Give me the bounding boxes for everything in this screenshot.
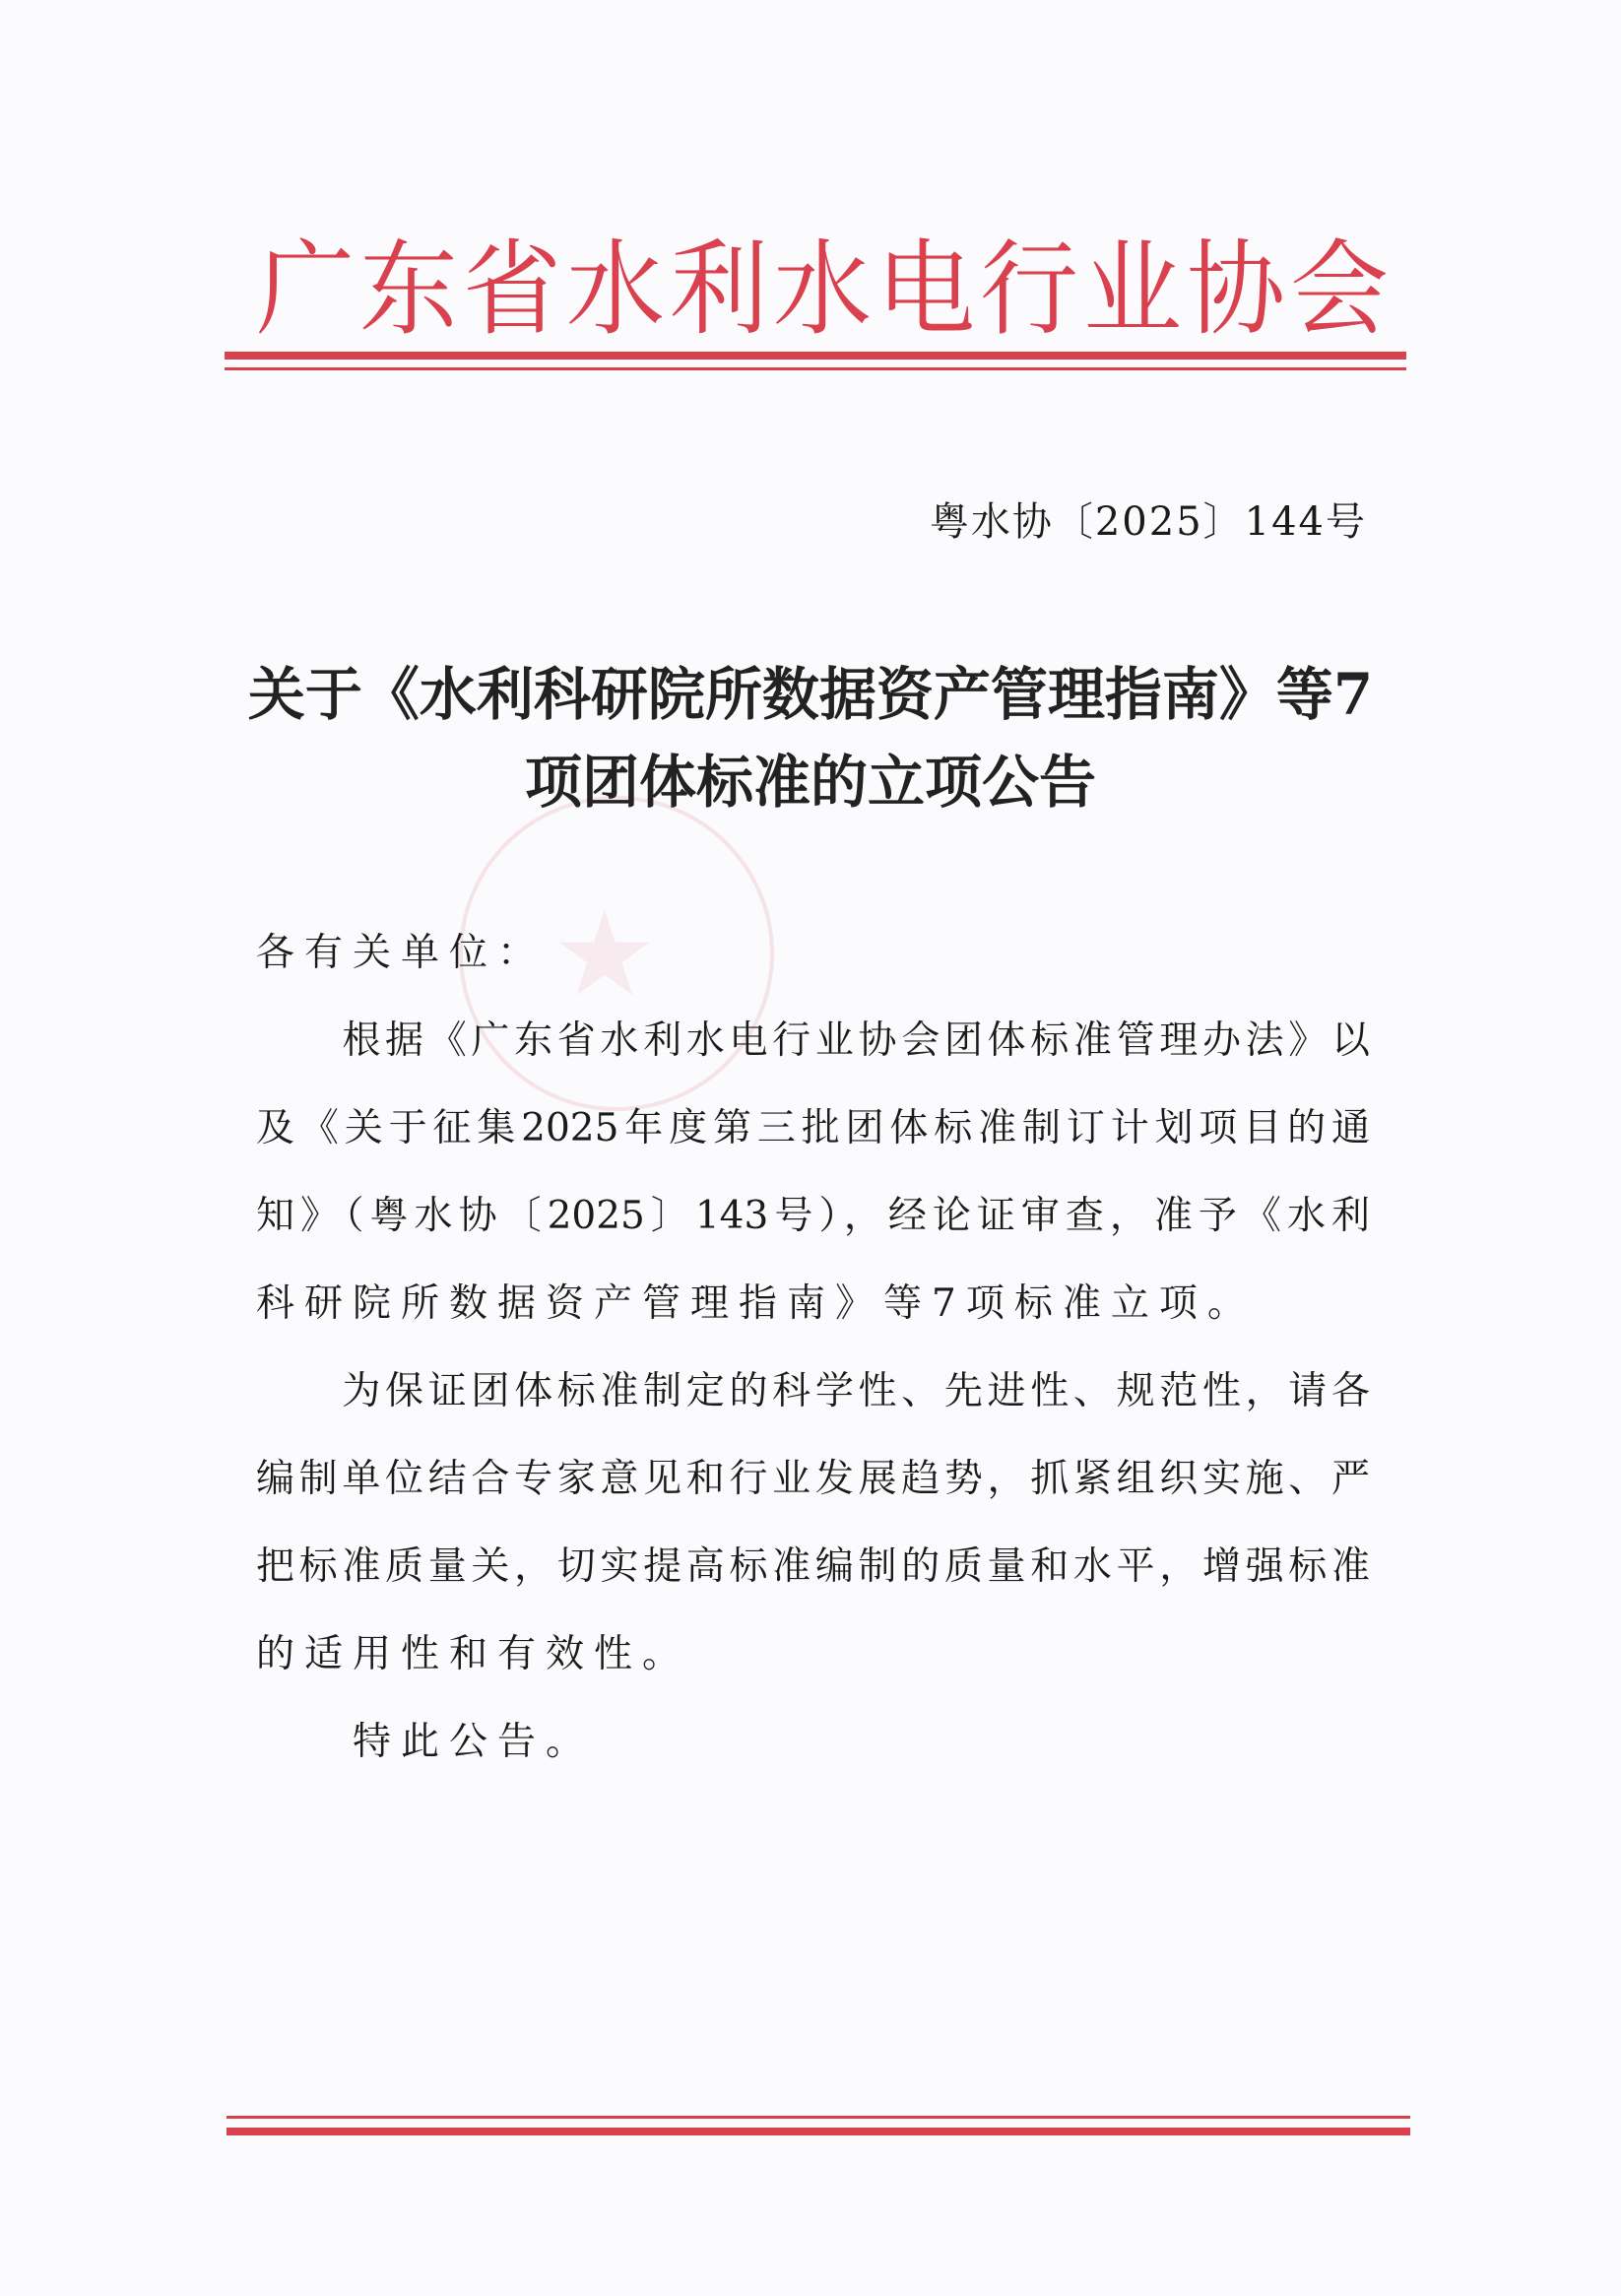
header-thick-rule — [225, 352, 1406, 360]
letterhead-char: 利 — [670, 229, 768, 351]
body-line: 编制单位结合专家意见和行业发展趋势，抓紧组织实施、严 — [256, 1457, 1370, 1501]
letterhead-char: 业 — [1083, 229, 1182, 351]
document-number: 粤水协〔2025〕144号 — [929, 499, 1367, 545]
closing-line: 特此公告。 — [256, 1720, 595, 1764]
header-thin-rule — [225, 367, 1406, 370]
footer-thin-rule — [227, 2116, 1410, 2119]
letterhead-char: 水 — [566, 229, 665, 351]
letterhead-org-name — [256, 222, 1389, 351]
letterhead-char: 东 — [359, 229, 458, 351]
document-title-line-2: 项团体标准的立项公告 — [524, 749, 1096, 816]
letterhead-char: 省 — [463, 229, 561, 351]
seal-star-icon: ★ — [551, 886, 658, 1023]
document-title-line-1: 关于《水利科研院所数据资产管理指南》等7 — [247, 661, 1374, 728]
letterhead-char: 广 — [256, 229, 355, 351]
body-line: 为保证团体标准制定的科学性、先进性、规范性，请各 — [256, 1369, 1370, 1413]
body-line: 及《关于征集2025年度第三批团体标准制订计划项目的通 — [256, 1106, 1370, 1150]
footer-thick-rule — [227, 2128, 1410, 2135]
body-line: 科研院所数据资产管理指南》等7项标准立项。 — [256, 1281, 1256, 1326]
letterhead-char: 会 — [1290, 229, 1389, 351]
body-line: 知》（粤水协〔2025〕143号），经论证审查，准予《水利 — [256, 1194, 1370, 1238]
letterhead-char: 电 — [876, 229, 975, 351]
body-line: 把标准质量关，切实提高标准编制的质量和水平，增强标准 — [256, 1544, 1370, 1589]
letterhead-char: 行 — [980, 229, 1078, 351]
letterhead-char: 水 — [773, 229, 872, 351]
body-line: 的适用性和有效性。 — [256, 1632, 691, 1676]
salutation: 各有关单位： — [256, 931, 547, 975]
letterhead-char: 协 — [1187, 229, 1285, 351]
body-line: 根据《广东省水利水电行业协会团体标准管理办法》以 — [256, 1018, 1370, 1063]
